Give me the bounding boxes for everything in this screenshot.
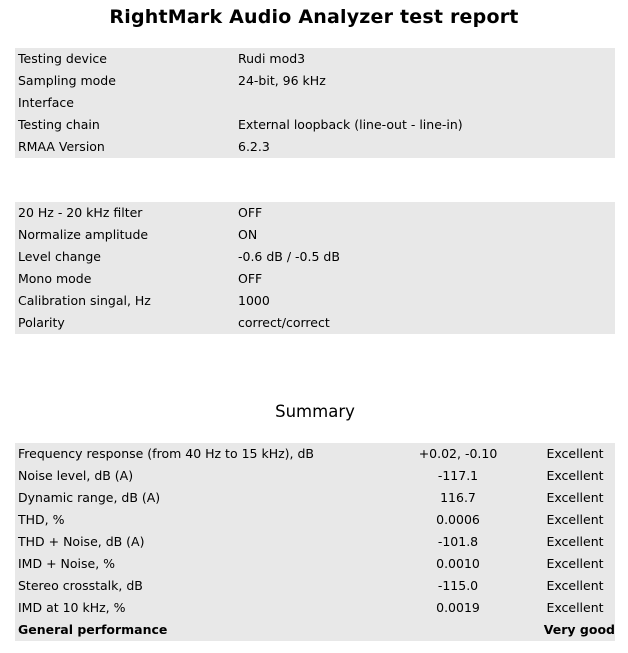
row-label: Testing device [18,51,107,66]
row-label: RMAA Version [18,139,105,154]
row-label: Sampling mode [18,73,116,88]
table-row [15,312,615,334]
table-row [15,290,615,312]
settings-table [15,202,615,334]
row-value: Rudi mod3 [238,51,306,66]
metric-value: -115.0 [437,578,479,593]
table-row [15,92,615,114]
table-row [15,268,615,290]
row-label: 20 Hz - 20 kHz filter [18,205,143,220]
info-table [15,48,615,158]
table-row [15,509,615,531]
row-label: Normalize amplitude [18,227,149,242]
metric-rating: Excellent [546,600,604,615]
summary-table [15,443,615,641]
metric-value: 0.0019 [436,600,480,615]
row-label: Calibration singal, Hz [18,293,151,308]
row-value: correct/correct [238,315,330,330]
metric-label: IMD + Noise, % [18,556,116,571]
general-performance-row [15,619,615,641]
metric-label: Dynamic range, dB (A) [18,490,161,505]
table-row [15,48,615,70]
metric-rating: Excellent [546,512,604,527]
general-performance-rating: Very good [543,622,615,637]
metric-label: Stereo crosstalk, dB [18,578,143,593]
table-row [15,224,615,246]
row-label: Mono mode [18,271,92,286]
metric-label: IMD at 10 kHz, % [18,600,126,615]
metric-value: 0.0006 [436,512,480,527]
table-row [15,597,615,619]
table-row [15,575,615,597]
row-label: Level change [18,249,101,264]
metric-value: 116.7 [440,490,476,505]
summary-heading: Summary [275,402,355,421]
metric-rating: Excellent [546,490,604,505]
row-label: Interface [18,95,74,110]
row-value: OFF [238,205,263,220]
metric-rating: Excellent [546,534,604,549]
metric-value: 0.0010 [436,556,480,571]
table-row [15,465,615,487]
table-row [15,531,615,553]
row-value: 6.2.3 [238,139,270,154]
table-row [15,70,615,92]
metric-label: Noise level, dB (A) [18,468,134,483]
metric-rating: Excellent [546,446,604,461]
metric-value: -117.1 [437,468,479,483]
row-value: 1000 [238,293,270,308]
table-row [15,553,615,575]
row-value: External loopback (line-out - line-in) [238,117,463,132]
metric-label: THD + Noise, dB (A) [18,534,145,549]
report-title: RightMark Audio Analyzer test report [109,6,519,28]
row-label: Testing chain [18,117,100,132]
table-row [15,246,615,268]
table-row [15,202,615,224]
general-performance-label: General performance [18,622,168,637]
row-label: Polarity [18,315,65,330]
metric-rating: Excellent [546,578,604,593]
row-value: ON [238,227,258,242]
table-row [15,443,615,465]
row-value: -0.6 dB / -0.5 dB [238,249,340,264]
metric-label: Frequency response (from 40 Hz to 15 kHz), dB [18,446,314,461]
table-row [15,136,615,158]
table-row [15,487,615,509]
metric-rating: Excellent [546,468,604,483]
row-value: 24-bit, 96 kHz [238,73,326,88]
metric-label: THD, % [18,512,65,527]
metric-rating: Excellent [546,556,604,571]
table-row [15,114,615,136]
metric-value: -101.8 [437,534,479,549]
metric-value: +0.02, -0.10 [418,446,498,461]
row-value: OFF [238,271,263,286]
